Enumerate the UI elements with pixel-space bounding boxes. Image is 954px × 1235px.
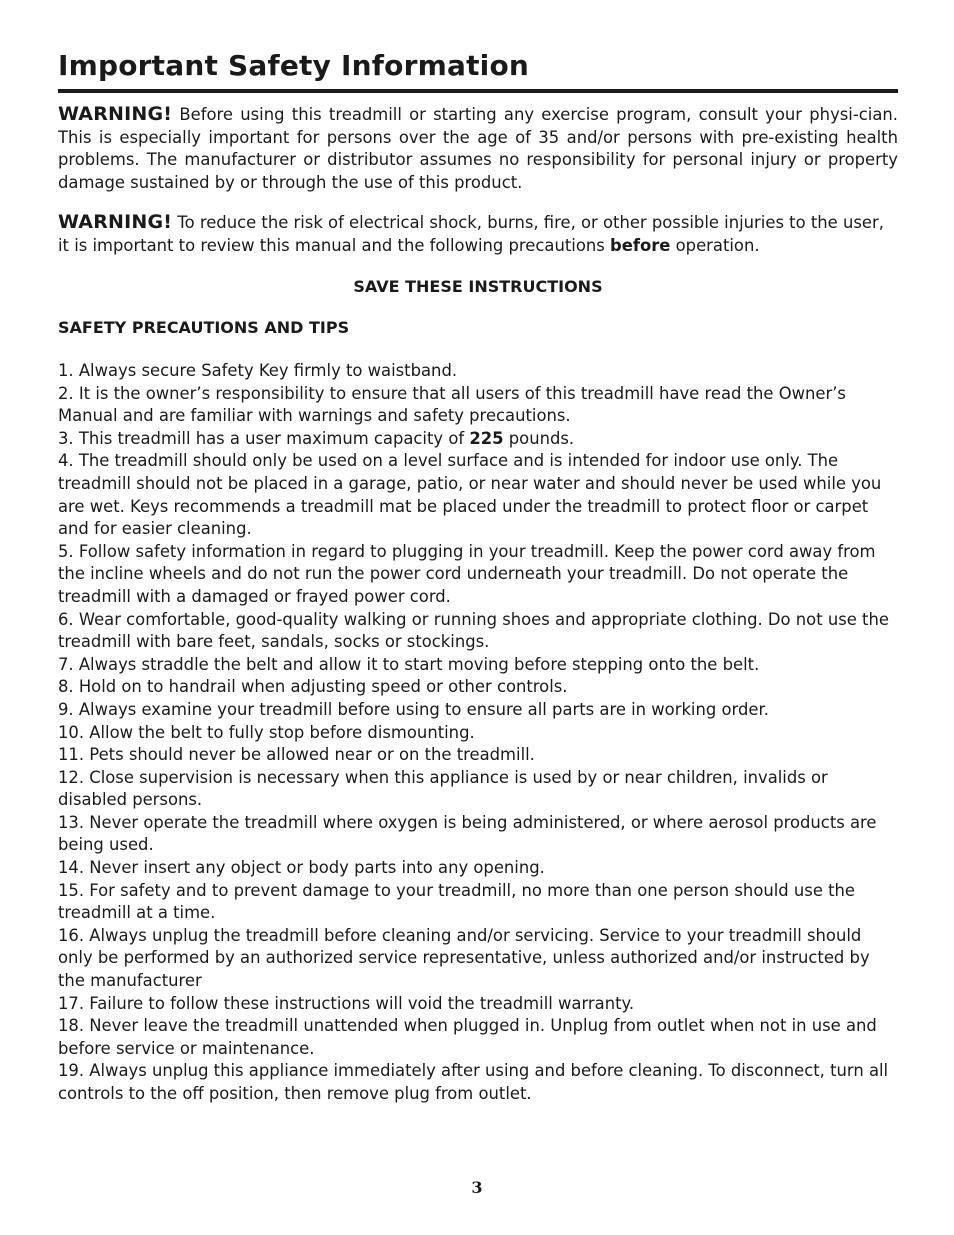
safety-tip-item: 6. Wear comfortable, good-quality walking or running shoes and appropriate clothing. Do not use the treadmill with bare feet, sandals, socks or stockings. (58, 609, 889, 652)
safety-tip-item: 5. Follow safety information in regard to plugging in your treadmill. Keep the power cord away from the incline wheels and do not run the power cord underneath your treadmill. Do not operate the treadmill with a damaged or frayed power cord. (58, 541, 876, 606)
safety-tip-item (58, 428, 898, 451)
safety-precautions-heading: SAFETY PRECAUTIONS AND TIPS (58, 318, 350, 337)
warning-electrical-risk (58, 211, 898, 257)
safety-tip-item: 1. Always secure Safety Key firmly to waistband. (58, 361, 458, 380)
safety-tip-item: 15. For safety and to prevent damage to your treadmill, no more than one person should use the treadmill at a time. (58, 880, 856, 923)
safety-tip-item: 14. Never insert any object or body parts into any opening. (58, 858, 545, 878)
safety-tip-text: 3. This treadmill has a user maximum capacity of (58, 428, 470, 448)
warning-text: Before using this treadmill or starting any exercise program, consult your physi-cian. This is especially important for persons over the age of 35 and/or persons with pre-existing health problems. The manufacturer or distributor assumes no responsibility for personal injury or property damage sustained by or through the use of this product. (58, 105, 898, 192)
safety-tip-item: 17. Failure to follow these instructions will void the treadmill warranty. (58, 993, 635, 1013)
safety-tip-item: 12. Close supervision is necessary when this appliance is used by or near children, invalids or disabled persons. (58, 767, 828, 810)
warning-text-end: operation. (670, 235, 760, 255)
save-instructions-heading: SAVE THESE INSTRUCTIONS (353, 277, 603, 296)
safety-tip-item: 16. Always unplug the treadmill before cleaning and/or servicing. Service to your treadmill should only be performed by an authorized service representative, unless authorized and/or instructed by the manufacturer (58, 925, 870, 991)
warning-label: WARNING! (58, 103, 173, 125)
safety-tips-list (58, 360, 898, 1106)
page-title: Important Safety Information (58, 49, 530, 82)
safety-tip-item: 7. Always straddle the belt and allow it to start moving before stepping onto the belt. (58, 654, 760, 674)
safety-tip-text-end: pounds. (503, 428, 575, 448)
warning-text: To reduce the risk of electrical shock, burns, fire, or other possible injuries to the user, it is important to review this manual and the following precautions (58, 213, 884, 255)
title-underline-rule (58, 89, 898, 93)
page-number: 3 (471, 1178, 483, 1197)
safety-tip-item: 4. The treadmill should only be used on a level surface and is intended for indoor use only. The treadmill should not be placed in a garage, patio, or near water and should never be used while you are wet. Keys recommends a treadmill mat be placed under the treadmill to protect floor or carpet and for easier cleaning. (58, 451, 882, 539)
safety-tip-item: 10. Allow the belt to fully stop before dismounting. (58, 722, 475, 742)
safety-tip-item: 19. Always unplug this appliance immediately after using and before cleaning. To disconnect, turn all controls to the off position, then remove plug from outlet. (58, 1061, 889, 1103)
warning-emphasis: before (609, 235, 671, 255)
safety-tip-item: 13. Never operate the treadmill where oxygen is being administered, or where aerosol products are being used. (58, 812, 877, 855)
safety-tip-item: 11. Pets should never be allowed near or on the treadmill. (58, 745, 535, 765)
warning-consult-physician (58, 103, 898, 194)
safety-tip-item: 8. Hold on to handrail when adjusting speed or other controls. (58, 677, 568, 697)
safety-tip-item: 9. Always examine your treadmill before using to ensure all parts are in working order. (58, 699, 769, 719)
max-capacity-value: 225 (469, 428, 504, 448)
warning-label: WARNING! (58, 211, 173, 233)
safety-tip-item: 2. It is the owner’s responsibility to ensure that all users of this treadmill have read the Owner’s Manual and are familiar with warnings and safety precautions. (58, 383, 846, 426)
safety-tip-item: 18. Never leave the treadmill unattended when plugged in. Unplug from outlet when not in use and before service or maintenance. (58, 1016, 877, 1058)
